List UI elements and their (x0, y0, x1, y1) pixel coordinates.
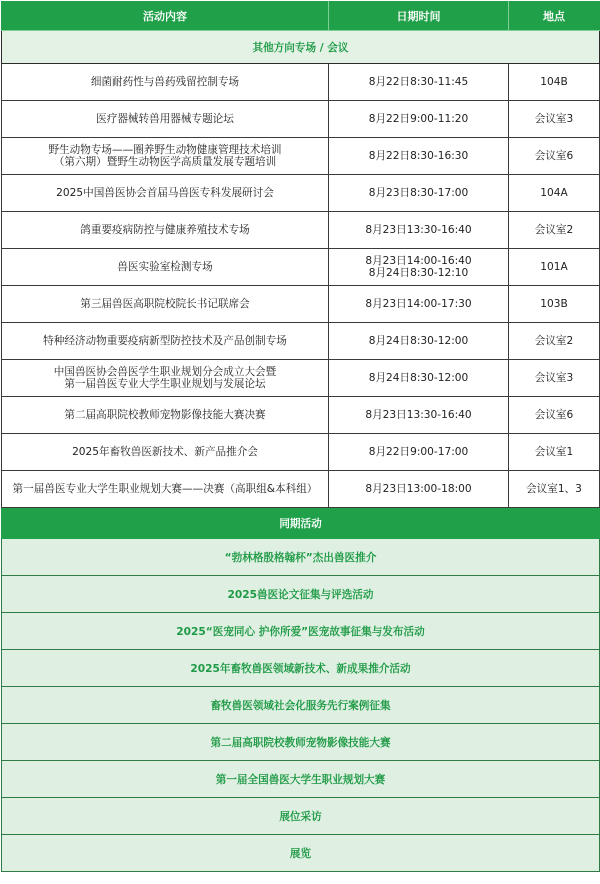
concurrent-row (2, 650, 600, 687)
event-date-line: 8月22日9:00-17:00 (368, 446, 469, 458)
event-date-line: 8月22日8:30-11:45 (368, 76, 469, 88)
event-content (2, 249, 329, 286)
table-row (2, 360, 600, 397)
event-place: 101A (509, 249, 600, 286)
event-place: 会议室2 (509, 323, 600, 360)
concurrent-item: 第一届全国兽医大学生职业规划大赛 (2, 761, 600, 798)
event-date-line: 8月22日9:00-11:20 (368, 113, 469, 125)
event-place: 会议室1 (509, 434, 600, 471)
concurrent-item: 2025兽医论文征集与评选活动 (2, 576, 600, 613)
table-row (2, 249, 600, 286)
concurrent-item: 第二届高职院校教师宠物影像技能大赛 (2, 724, 600, 761)
event-place: 104A (509, 175, 600, 212)
table-row (2, 286, 600, 323)
event-content (2, 323, 329, 360)
table-header-row (2, 2, 600, 31)
event-content-line: 第一届兽医专业大学生职业规划大赛——决赛（高职组&本科组） (12, 483, 318, 495)
event-place: 会议室6 (509, 397, 600, 434)
event-content-line: 第三届兽医高职院校院长书记联席会 (80, 298, 250, 310)
event-date-line: 8月23日8:30-17:00 (368, 187, 469, 199)
event-date-line: 8月24日8:30-12:00 (368, 372, 469, 384)
event-place: 会议室6 (509, 138, 600, 175)
event-place: 103B (509, 286, 600, 323)
event-content (2, 286, 329, 323)
event-content (2, 101, 329, 138)
event-date (329, 434, 509, 471)
event-content-line: 鸽重要疫病防控与健康养殖技术专场 (80, 224, 250, 236)
table-row (2, 175, 600, 212)
section-row-concurrent (2, 508, 600, 539)
event-date (329, 138, 509, 175)
event-date-line: 8月23日14:00-17:30 (365, 298, 472, 310)
table-row (2, 434, 600, 471)
event-date-line: 8月23日13:30-16:40 (365, 409, 472, 421)
event-date-line: 8月23日13:30-16:40 (365, 224, 472, 236)
concurrent-row (2, 761, 600, 798)
event-content (2, 434, 329, 471)
event-content (2, 360, 329, 397)
schedule-table (1, 1, 600, 872)
event-content-line: 2025年畜牧兽医新技术、新产品推介会 (72, 446, 258, 458)
event-content (2, 138, 329, 175)
event-content-line: 第二届高职院校教师宠物影像技能大赛决赛 (64, 409, 266, 421)
event-content-line: 中国兽医协会兽医学生职业规划分会成立大会暨 (53, 366, 277, 378)
event-date (329, 286, 509, 323)
concurrent-row (2, 576, 600, 613)
table-row (2, 397, 600, 434)
section-title-concurrent: 同期活动 (2, 508, 600, 539)
event-place: 会议室1、3 (509, 471, 600, 508)
event-content-line: 兽医实验室检测专场 (117, 261, 213, 273)
event-date-line: 8月24日8:30-12:10 (368, 267, 469, 279)
concurrent-row (2, 724, 600, 761)
event-place: 会议室3 (509, 360, 600, 397)
event-date (329, 175, 509, 212)
concurrent-item: 2025年畜牧兽医领域新技术、新成果推介活动 (2, 650, 600, 687)
column-header-content: 活动内容 (2, 2, 329, 31)
event-date-line: 8月23日14:00-16:40 (365, 255, 472, 267)
concurrent-row (2, 835, 600, 872)
event-content-line: 医疗器械转兽用器械专题论坛 (96, 113, 234, 125)
event-date (329, 397, 509, 434)
section-row-other (2, 31, 600, 64)
event-content-line: 2025中国兽医协会首届马兽医专科发展研讨会 (56, 187, 274, 199)
event-content-line: 第一届兽医专业大学生职业规划与发展论坛 (64, 378, 266, 390)
column-header-place: 地点 (509, 2, 600, 31)
event-content (2, 212, 329, 249)
event-place: 104B (509, 64, 600, 101)
table-row (2, 471, 600, 508)
table-row (2, 212, 600, 249)
concurrent-item: “勃林格殷格翰杯”杰出兽医推介 (2, 539, 600, 576)
event-content (2, 175, 329, 212)
event-date (329, 360, 509, 397)
event-content (2, 64, 329, 101)
event-date (329, 249, 509, 286)
concurrent-row (2, 798, 600, 835)
table-row (2, 101, 600, 138)
event-date-line: 8月24日8:30-12:00 (368, 335, 469, 347)
event-content-line: 野生动物专场——圈养野生动物健康管理技术培训 (48, 144, 282, 156)
event-date-line: 8月22日8:30-16:30 (368, 150, 469, 162)
event-place: 会议室2 (509, 212, 600, 249)
event-content-line: 细菌耐药性与兽药残留控制专场 (90, 76, 240, 88)
column-header-date: 日期时间 (329, 2, 509, 31)
event-content-line: （第六期）暨野生动物医学高质量发展专题培训 (53, 156, 277, 168)
event-date (329, 64, 509, 101)
concurrent-row (2, 539, 600, 576)
event-place: 会议室3 (509, 101, 600, 138)
concurrent-item: 展览 (2, 835, 600, 872)
event-date (329, 323, 509, 360)
table-row (2, 138, 600, 175)
table-row (2, 323, 600, 360)
event-date (329, 101, 509, 138)
event-date (329, 212, 509, 249)
concurrent-row (2, 687, 600, 724)
concurrent-item: 2025“医宠同心 护你所爱”医宠故事征集与发布活动 (2, 613, 600, 650)
event-date-line: 8月23日13:00-18:00 (365, 483, 472, 495)
event-content (2, 397, 329, 434)
concurrent-item: 畜牧兽医领域社会化服务先行案例征集 (2, 687, 600, 724)
event-content (2, 471, 329, 508)
concurrent-row (2, 613, 600, 650)
section-title-other: 其他方向专场 / 会议 (2, 31, 600, 64)
concurrent-item: 展位采访 (2, 798, 600, 835)
event-date (329, 471, 509, 508)
event-content-line: 特种经济动物重要疫病新型防控技术及产品创制专场 (43, 335, 287, 347)
table-row (2, 64, 600, 101)
